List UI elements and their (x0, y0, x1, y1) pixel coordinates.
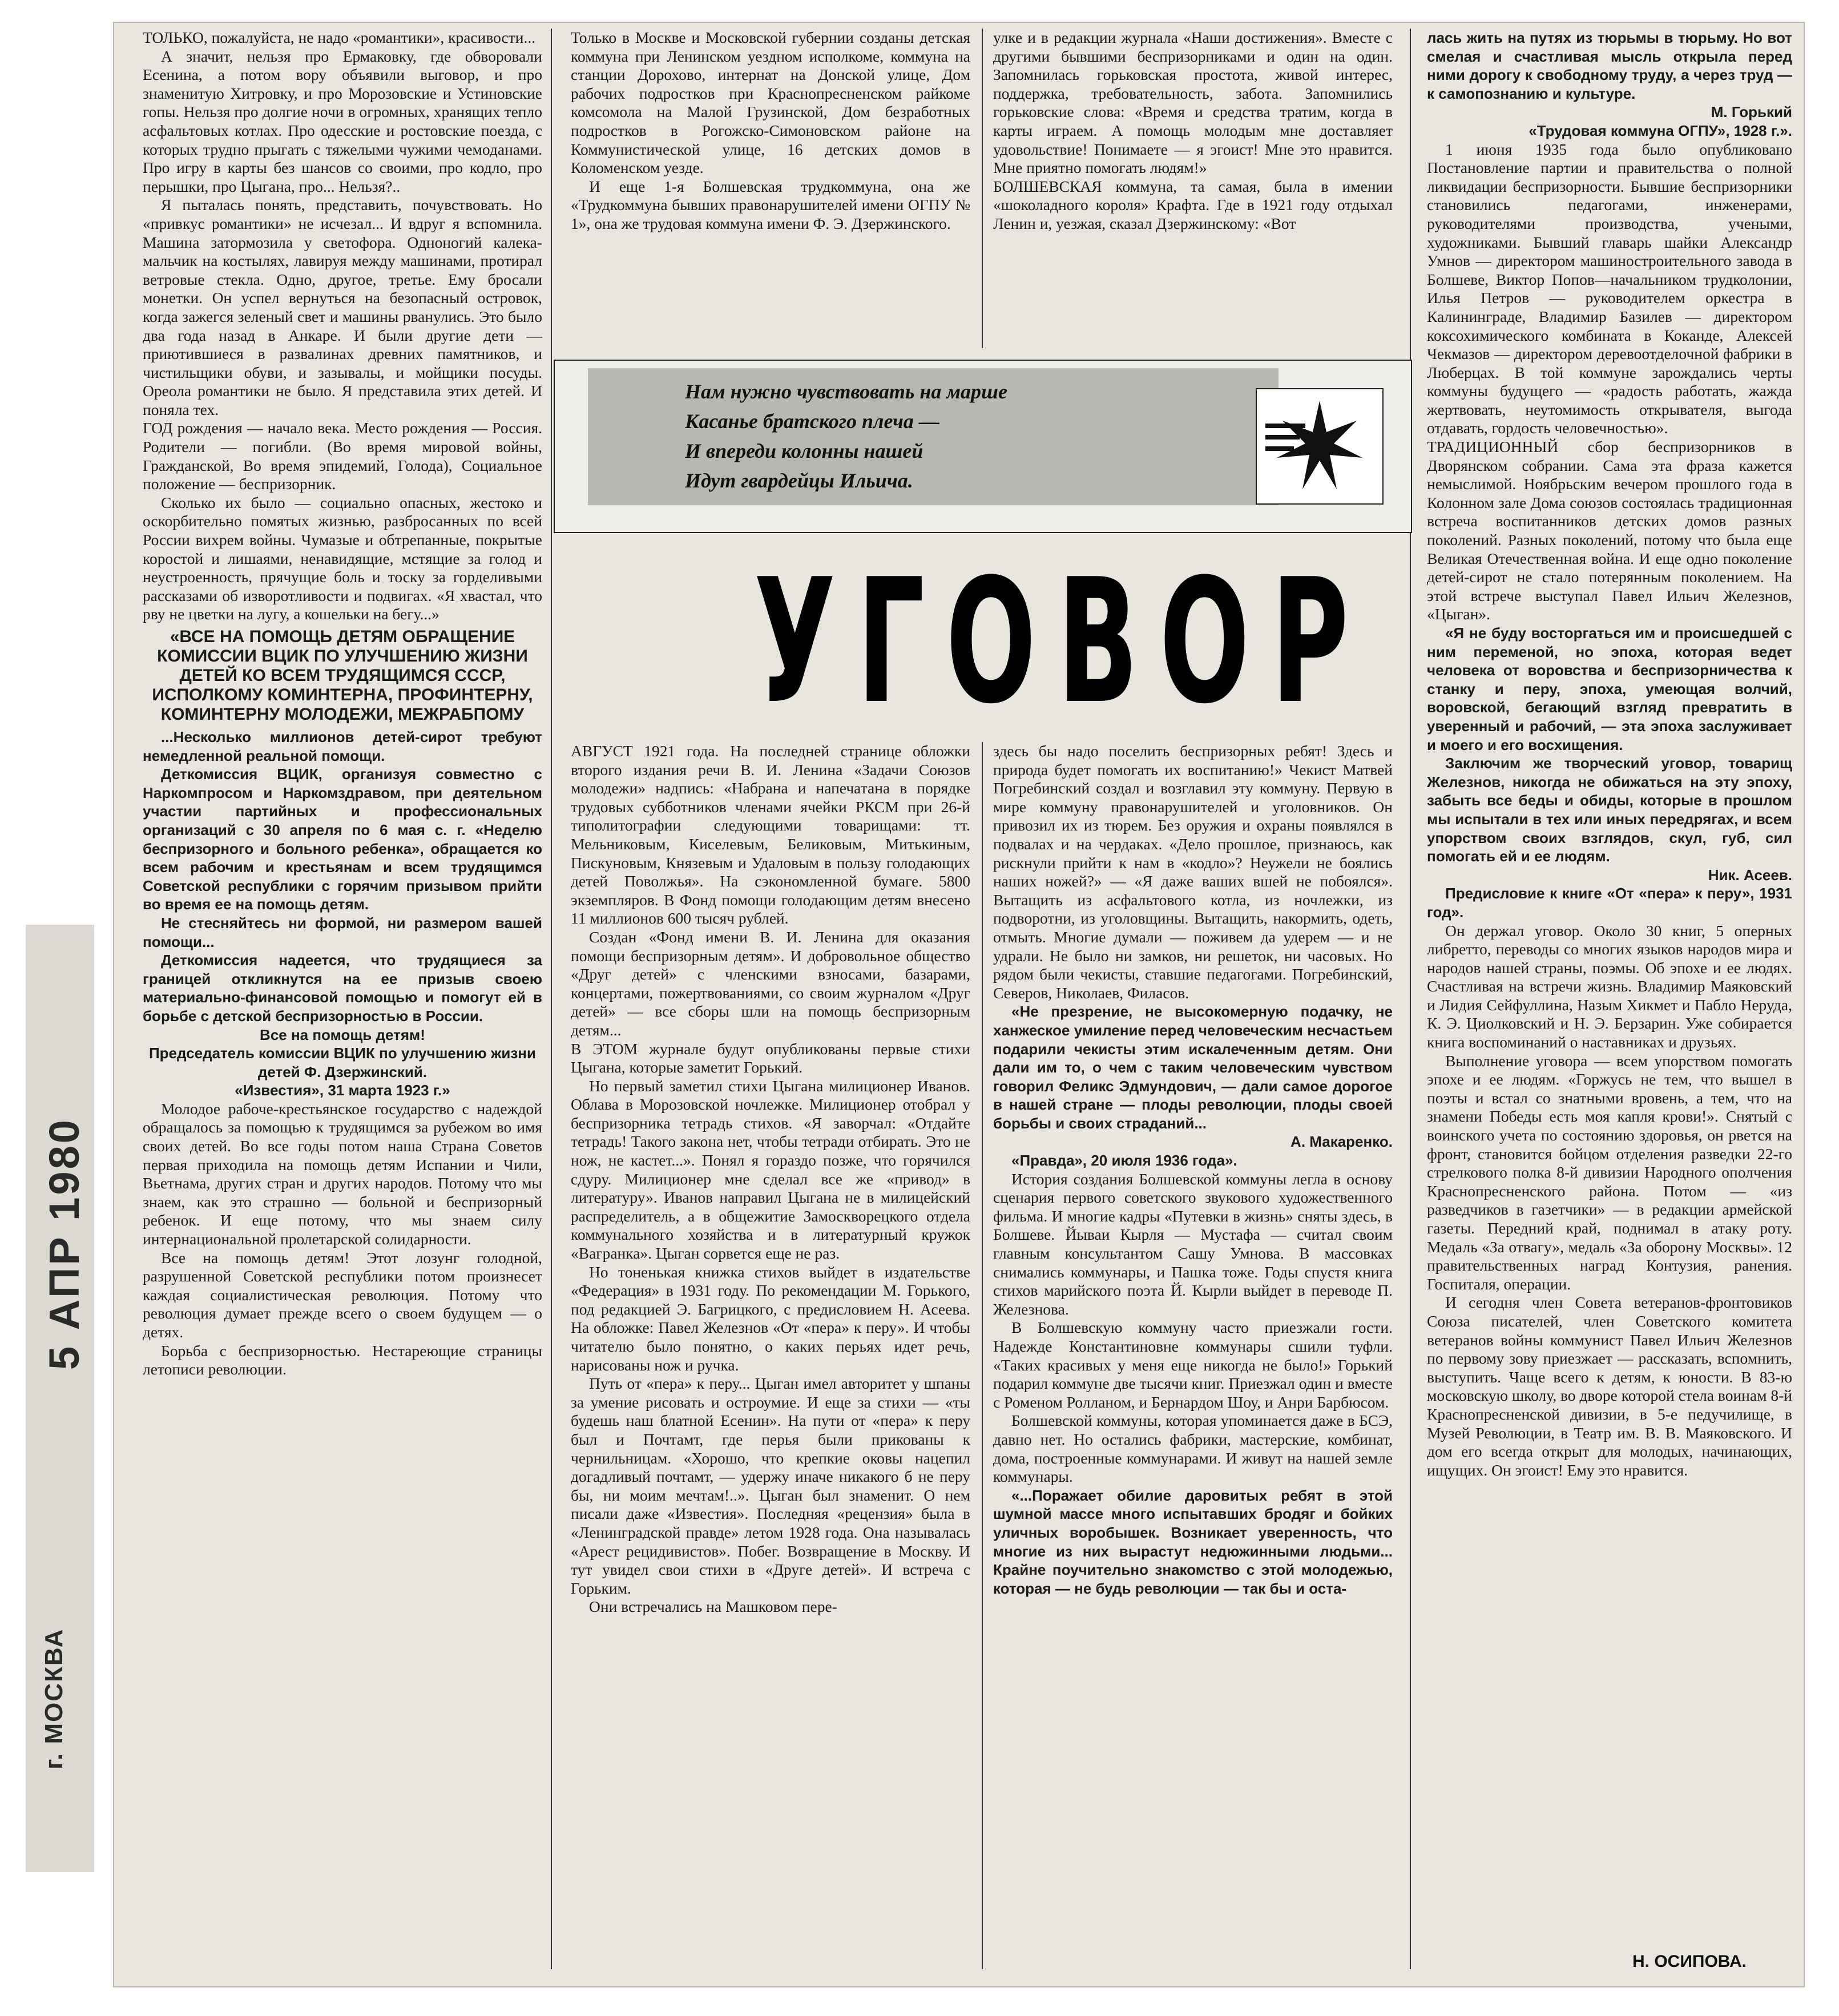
epigraph-line: Касанье братского плеча — (685, 410, 939, 433)
column-4 (1427, 29, 1792, 1479)
paragraph: Я пыталась понять, представить, почувствовать. Но «привкус романтики» не исчезал... И вдруг я вспомнила. Машина затормозила у светофора. Одноногий калека-мальчик на костылях, лавируя между машинами, протирал ветровые стекла. Одно, другое, третье. Ему бросали монетки. Он успел вернуться на безопасный островок, когда зажегся зеленый свет и машины рванулись. Это было два года назад в Анкаре. И были другие дети — приютившиеся в развалинах древних памятников, и чистильщики обуви, и зазывалы, и мойщики посуды. Ореола романтики не было. Я представила этих детей. И поняла тех. (143, 196, 542, 418)
column-3-top (993, 29, 1393, 233)
paragraph: Болшевской коммуны, которая упоминается даже в БСЭ, давно нет. Но остались фабрики, мастерские, комбинат, дома, построенные коммунарами. И живут на нашей земле коммунары. (993, 1412, 1393, 1486)
paragraph: А значит, нельзя про Ермаковку, где обворовали Есенина, а потом вору объявили выговор, и про знаменитую Хитровку, и про Морозовские и Устиновские гопы. Нельзя про долгие ночи в огромных, хранящих тепло асфальтовых котлах. Про одесские и ростовские поезда, с которых трудно прыгать с тяжелыми чужими чемоданами. Про игру в карты без шансов со своими, про кодло, про перышки, про Цыгана, про... Нельзя?.. (143, 47, 542, 195)
paragraph: Создан «Фонд имени В. И. Ленина для оказания помощи беспризорным детям». И добровольное общество «Друг детей» с членскими взносами, базарами, концертами, пожертвованиями, со своим журналом «Друг детей» — все сборы шли на помощь беспризорным детям... (571, 928, 970, 1039)
column-2 (571, 742, 970, 1616)
star-emblem-icon (1256, 388, 1384, 505)
paragraph: Они встречались на Машковом пере- (589, 1598, 837, 1616)
paragraph: Все на помощь детям! (260, 1026, 425, 1043)
quote-source: «Правда», 20 июля 1936 года». (1011, 1152, 1237, 1170)
paragraph: История создания Болшевской коммуны легла в основу сценария первого советского звукового художественного фильма. И многие кадры «Путевки в жизнь» сняты здесь, в Болшеве. Йываи Кырля — Мустафа — считал своим главным консультантом Сашу Умнова. В массовках снимались коммунары, и Пашка тоже. Годы спустя книга стихов марийского поэта Й. Кырли выйдет в переводе П. Железнова. (993, 1170, 1393, 1318)
paragraph: ...Несколько миллионов детей-сирот требуют немедленной реальной помощи. (143, 728, 542, 764)
paragraph: Молодое рабоче-крестьянское государство с надеждой обращалось за помощью к трудящимся за рубежом во имя своих детей. Во все годы потом наша Страна Советов первая приходила на помощь детям Испании и Чили, Вьетнама, других стран и других народов. Потому что мы знаем, как это страшно — больной и беспризорный ребенок. И еще потому, что мы знаем силу интернациональной пролетарской солидарности. (143, 1099, 542, 1248)
quote-author: М. Горький (1711, 103, 1792, 121)
column-rule (982, 742, 983, 1969)
column-3 (993, 742, 1393, 1598)
appeal-title: «ВСЕ НА ПОМОЩЬ ДЕТЯМ ОБРАЩЕНИЕ КОМИССИИ ВЦИК ПО УЛУЧШЕНИЮ ЖИЗНИ ДЕТЕЙ КО ВСЕМ ТРУДЯЩИМСЯ СССР, ИСПОЛКОМУ КОМИНТЕРНА, ПРОФИНТЕРНУ, КОМИНТЕРНУ МОЛОДЕЖИ, МЕЖРАБПОМУ (152, 627, 533, 724)
paragraph: Сколько их было — социально опасных, жестоко и оскорбительно помятых жизнью, разбросанных по всей России вихрем войны. Чумазые и обтрепанные, покрытые коростой и лишаями, ненавидящие, мстящие за голод и неустроенность, прячущие боль и тоску за горделивыми рассказами об изворотливости и подвигах. «Я хвастал, что рву не цветки на лугу, а кошельки на бегу...» (143, 493, 542, 623)
paragraph: Все на помощь детям! Этот лозунг голодной, разрушенной Советской республики потом произнесет каждая социалистическая революция. Потому что революция думает прежде всего о своем будущем — о детях. (143, 1248, 542, 1341)
epigraph (685, 377, 1267, 495)
paragraph: Но тоненькая книжка стихов выйдет в издательстве «Федерация» в 1931 году. По рекомендации М. Горького, под редакцией Э. Багрицкого, с предисловием Н. Асеева. На обложке: Павел Железнов «От «пера» к перу». И чтобы читателю было понятно, о каких перьях идет речь, нарисованы нож и ручка. (571, 1263, 970, 1374)
paragraph: Выполнение уговора — всем упорством помогать эпохе и ее людям. «Горжусь не тем, что вышел в поэты и встал со знатными вровень, а тем, что на знамени Победы есть моя капля крови!». Снятый с воинского учета по состоянию здоровья, он рвется на фронт, становится бойцом отделения разведки 22-го стрелкового полка 8-й дивизии Народного ополчения Краснопресненского района. Потом — «из разведчиков в газетчики» — в редакции армейской газеты. Передний край, поднимал в атаку роту. Медаль «За отвагу», медаль «За оборону Москвы». 12 правительственных наград Контузия, ранения. Госпиталя, операции. (1427, 1051, 1792, 1293)
paragraph: АВГУСТ 1921 года. На последней странице обложки второго издания речи В. И. Ленина «Задачи Союзов молодежи» надпись: «Набрана и напечатана в порядке трудовых субботников членами ячейки РКСМ при 26-й типолитографии следующими товарищами: тт. Мельниковым, Киселевым, Беликовым, Митькиным, Пискуновым, Князевым и Удаловым в пользу голодающих детей Поволжья». На сэкономленной бумаге. 5800 экземпляров. В Фонд помощи голодающим детям внесено 11 миллионов 600 тысяч рублей. (571, 742, 970, 928)
paragraph: Он держал уговор. Около 30 книг, 5 оперных либретто, переводы со многих языков народов мира и народов нашей страны, поэмы. Об эпохе и ее людях. Счастливая на встречи жизнь. Владимир Маяковский и Лидия Сейфуллина, Назым Хикмет и Пабло Неруда, К. Э. Циолковский и Н. Э. Берзарин. Уже собирается книга воспоминаний о наставниках и друзьях. (1427, 921, 1792, 1051)
paragraph: улке и в редакции журнала «Наши достижения». Вместе с другими бывшими беспризорниками и один на один. Запомнилась горьковская простота, живой интерес, поддержка, требовательность, забота. Запомнились горьковские слова: «Время и средства тратим, когда в карты играем. А помощь молодым мне доставляет удовольствие! Понимаете — я эгоист! Мне это нравится. Мне приятно помогать людям!» (993, 29, 1393, 177)
paragraph: ТРАДИЦИОННЫЙ сбор беспризорников в Дворянском собрании. Сама эта фраза кажется немыслимой. Ноябрьским вечером прошлого года в Колонном зале Дома союзов состоялась традиционная встреча воспитанников детских домов разных поколений. Разных поколений, потому что была еще Великая Отечественная война. И еще одно поколение детей-сирот не стало потерянным поколением. На этой встрече выступал Павел Ильич Железнов, «Цыган». (1427, 438, 1792, 623)
paragraph: И еще 1-я Болшевская трудкоммуна, она же «Трудкоммуна бывших правонарушителей имени ОГПУ № 1», она же трудовая коммуна имени Ф. Э. Дзержинского. (571, 177, 970, 232)
paragraph: Деткомиссия надеется, что трудящиеся за границей откликнутся на ее призыв своею материально-финансовой помощью и помогут ей в борьбе с детской беспризорностью в России. (143, 951, 542, 1025)
paragraph: Путь от «пера» к перу... Цыган имел авторитет у шпаны за умение рисовать и остроумие. И еще за стихи — «ты будешь наш блатной Есенин». На пути от «пера» к перу был и Почтамт, где перья были прикованы к чернильницам. «Хорошо, что крепкие оковы нацепил догадливый почтамт, — удержу иначе никакого б не перу бы, ни моим мечтам!..». Цыган был знаменит. О нем писали даже «Известия». Последняя «рецензия» была в «Ленинградской правде» летом 1928 года. Она называлась «Арест рецидивистов». Побег. Возвращение в Москву. И тут увидел свои стихи в «Друге детей». И встреча с Горьким. (571, 1374, 970, 1597)
headline: УГОВОР (753, 542, 1370, 741)
quote: лась жить на путях из тюрьмы в тюрьму. Но вот смелая и счастливая мысль открыла перед ними дорогу к свободному труду, а через труд — к самопознанию и культуре. (1427, 29, 1792, 102)
paragraph: Борьба с беспризорностью. Нестареющие страницы летописи революции. (143, 1341, 542, 1378)
quote-author: А. Макаренко. (1290, 1133, 1393, 1151)
column-rule (551, 29, 552, 1969)
quote: «...Поражает обилие даровитых ребят в этой шумной массе много испытавших бродяг и бойких уличных воробышек. Возникает уверенность, что многие из них вырастут недюжинными людьми... Крайне поучительно знакомство с этой молодежью, которая — не будь революции — так бы и оста- (993, 1486, 1393, 1597)
quote-author: Ник. Асеев. (1708, 866, 1792, 884)
paragraph: здесь бы надо поселить беспризорных ребят! Здесь и природа будет помогать их воспитанию!» Чекист Матвей Погребинский создал и возглавил эту коммуну. Первую в мире коммуну правонарушителей и уголовников. Он привозил их из тюрем. Без оружия и охраны появлялся в подвалах и на чердаках. «Дело прошлое, признаюсь, как рискнули прийти к нам в «кодло»? Неужели не боялись наших ножей?» — «Я даже ваших вшей не побоялся». Вытащить из асфальтового котла, из ночлежки, из подворотни, из уголовщины. Вытащить, накормить, одеть, отмыть. Многие думали — поживем да удерем — и не удрали. Не было ни замков, ни решеток, ни часовых. Но рядом были чекисты, ставшие педагогами. Погребинский, Северов, Николаев, Филасов. (993, 742, 1393, 1002)
paragraph: ГОД рождения — начало века. Место рождения — Россия. Родители — погибли. (Во время мировой войны, Гражданской, Во время эпидемий, Голода), Социальное положение — беспризорник. (143, 419, 542, 493)
author-signature: Н. ОСИПОВА. (1632, 1952, 1747, 1971)
column-rule (982, 29, 983, 348)
quote-source: Предисловие к книге «От «пера» к перу», 1931 год». (1427, 885, 1792, 921)
epigraph-line: Идут гвардейцы Ильича. (685, 469, 913, 492)
quote-source: «Трудовая коммуна ОГПУ», 1928 г.». (1529, 122, 1792, 139)
paragraph: В ЭТОМ журнале будут опубликованы первые стихи Цыгана, которые заметит Горький. (571, 1039, 970, 1076)
quote: «Не презрение, не высокомерную подачку, не ханжеское умиление перед человеческим несчастьем подарили чекисты этим искалеченным детям. Они дали им то, о чем с таким человеческим чувством говорил Феликс Эдмундович, — дали самое дорогое в нашей стране — плоды революции, плоды своей борьбы и своих страданий... (993, 1003, 1393, 1132)
paragraph: Но первый заметил стихи Цыгана милиционер Иванов. Облава в Морозовской ночлежке. Милиционер отобрал у беспризорника тетрадь стихов. «Я заворчал: «Отдайте тетрадь! Такого закона нет, чтобы тетради отбирать. Это не нож, не кастет...». Понял я гораздо позже, что горячился сдуру. Милиционер мне сделал все же «привод» в литературу». Иванов направил Цыгана не в милицейский распределитель, а в общежитие Замоскворецкого отдела коммунального хозяйства и в литературный кружок «Вагранка». Цыган сорвется еще не раз. (571, 1076, 970, 1263)
paragraph: ТОЛЬКО, пожалуйста, не надо «романтики», красивости... (143, 29, 536, 46)
paragraph: Только в Москве и Московской губернии созданы детская коммуна при Ленинском уездном исполкоме, коммуна на станции Дорохово, интернат на Донской улице, Дом рабочих подростков при Краснопресненском райкоме комсомола на Малой Грузинской, Дом безработных подростков в Рогожско-Симоновском районе на Коммунистической улице, 16 детских домов в Коломенском уезде. (571, 29, 970, 177)
paragraph: БОЛШЕВСКАЯ коммуна, та самая, была в имении «шоколадного короля» Крафта. Где в 1921 году отдыхал Ленин и, уезжая, сказал Дзержинскому: «Вот (993, 177, 1393, 232)
column-2-top (571, 29, 970, 233)
epigraph-line: Нам нужно чувствовать на марше (685, 380, 1007, 403)
quote: Заключим же творческий уговор, товарищ Железнов, никогда не обижаться на эту эпоху, забыть все беды и обиды, которые в прошлом мы испытали в тех или иных передрягах, и всем упорством своих взглядов, скул, губ, сил помогать ей и ее людям. (1427, 755, 1792, 865)
paragraph: Не стесняйтесь ни формой, ни размером вашей помощи... (143, 914, 542, 950)
paragraph: И сегодня член Совета ветеранов-фронтовиков Союза писателей, член Советского комитета ветеранов войны коммунист Павел Ильич Железнов по первому зову приезжает — рассказать, вспомнить, выступить. Чаще всего к детям, к юности. В 83-ю московскую школу, во дворе которой стела воинам 8-й Краснопресненской дивизии, в 5-е педучилище, в Музей Революции, в Театр им. В. В. Маяковского. И дом его всегда открыт для молодых, начинающих, ищущих. Он эгоист! Ему это нравится. (1427, 1293, 1792, 1479)
date-stamp: 5 АПР 1980 (41, 1118, 88, 1370)
paragraph: Деткомиссия ВЦИК, организуя совместно с Наркомпросом и Наркомздравом, при деятельном участии партийных и профессиональных организаций с 30 апреля по 6 мая с. г. «Неделю беспризорного и больного ребенка», обращается ко всем рабочим и крестьянам и всем трудящимся Советской республики с горячим призывом прийти во время ее на помощь детям. (143, 765, 542, 913)
city-stamp: г. МОСКВА (40, 1628, 68, 1769)
quote: «Я не буду восторгаться им и происшедшей с ним переменой, но эпоха, которая ведет человека от воровства и беспризорничества к станку и перу, эпоха, умеющая волчий, воровской, бегающий взгляд превратить в уверенный и рабочий, — эта эпоха заслуживает и моего и его восхищения. (1427, 624, 1792, 753)
column-rule (1410, 29, 1411, 1969)
paragraph: В Болшевскую коммуну часто приезжали гости. Надежде Константиновне коммунары сшили туфли. «Таких красивых у меня еще никогда не было!» Горький подарил коммуне две тысячи книг. Приезжал один и вместе с Роменом Ролланом, и Бернардом Шоу, и Анри Барбюсом. (993, 1319, 1393, 1411)
appeal-source: «Известия», 31 марта 1923 г.» (235, 1082, 450, 1099)
paragraph: 1 июня 1935 года было опубликовано Постановление партии и правительства о полной ликвидации беспризорности. Бывшие беспризорники становились педагогами, инженерами, руководителями производства, учеными, художниками. Бывший главарь шайки Александр Умнов — директором машиностроительного завода в Болшеве, Виктор Попов—начальником трудколонии, Илья Петров — руководителем оркестра в Калининграде, Владимир Базилев — директором коксохимического комбината в Коканде, Алексей Чекмазов — директором деревоотделочной фабрики в Люберцах. В той коммуне зарождались черты коммуны будущего — «радость работать, жажда жертвовать, неутомимость открывателя, выгода отдавать, гордость человечностью». (1427, 140, 1792, 437)
epigraph-line: И впереди колонны нашей (685, 440, 923, 462)
appeal-signature: Председатель комиссии ВЦИК по улучшению жизни детей Ф. Дзержинский. (148, 1045, 536, 1080)
column-1 (143, 29, 542, 1379)
